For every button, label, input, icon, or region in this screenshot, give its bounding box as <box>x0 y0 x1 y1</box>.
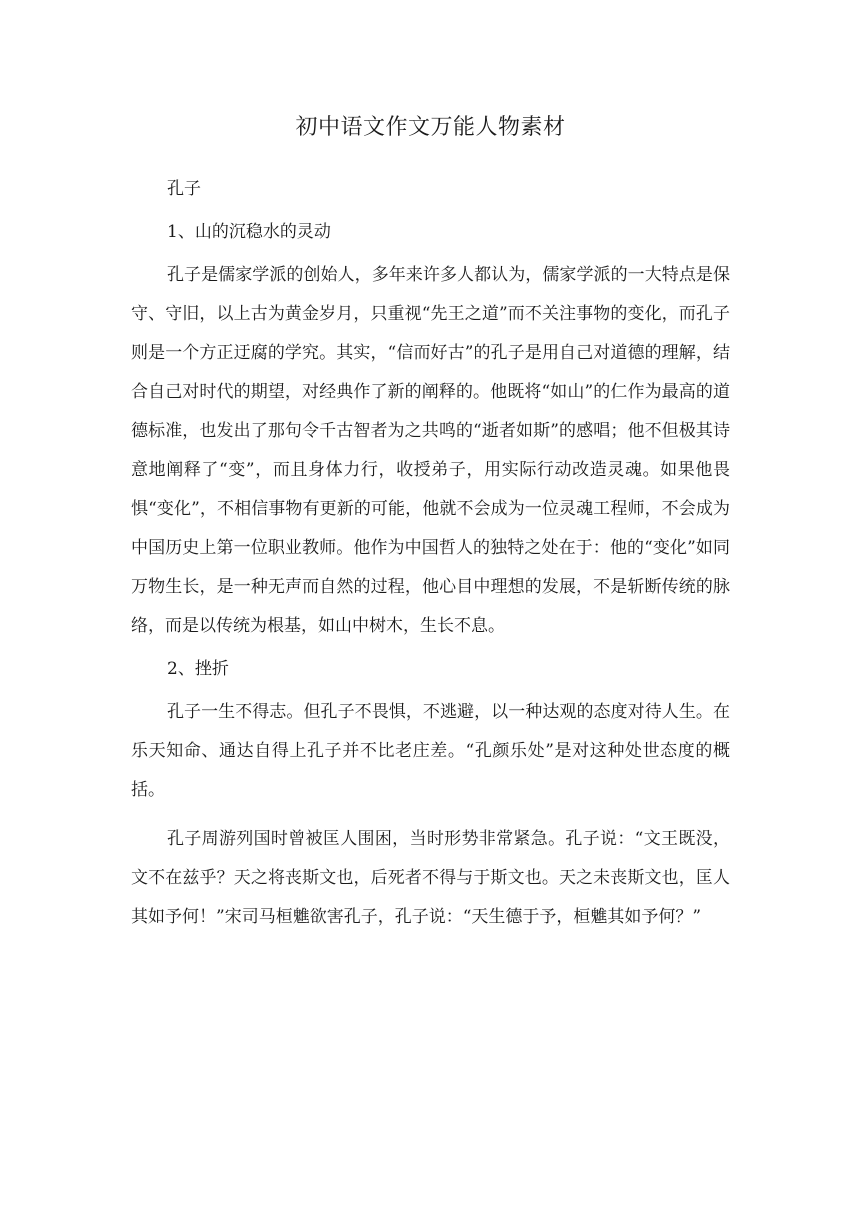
section-heading-2: 2、挫折 <box>167 659 229 679</box>
paragraph-1: 孔子是儒家学派的创始人，多年来许多人都认为，儒家学派的一大特点是保守、守旧，以上古为黄金岁月，只重视“先王之道”而不关注事物的变化，而孔子则是一个方正迂腐的学究。其实，“信而好古”的孔子是用自己对道德的理解，结合自己对时代的期望，对经典作了新的阐释的。他既将“如山”的仁作为最高的道德标准，也发出了那句令千古智者为之共鸣的“逝者如斯”的感唱；他不但极其诗意地阐释了“变”，而且身体力行，收授弟子，用实际行动改造灵魂。如果他畏惧“变化”，不相信事物有更新的可能，他就不会成为一位灵魂工程师，不会成为中国历史上第一位职业教师。他作为中国哲人的独特之处在于：他的“变化”如同万物生长，是一种无声而自然的过程，他心目中理想的发展，不是斩断传统的脉络，而是以传统为根基，如山中树木，生长不息。 <box>131 265 730 636</box>
section-heading-1: 1、山的沉稳水的灵动 <box>167 222 331 242</box>
paragraph-2: 孔子一生不得志。但孔子不畏惧，不逃避，以一种达观的态度对待人生。在乐天知命、通达自得上孔子并不比老庄差。“孔颜乐处”是对这种处世态度的概括。 <box>131 702 730 800</box>
document-title: 初中语文作文万能人物素材 <box>295 115 566 140</box>
section-person-name: 孔子 <box>167 179 201 199</box>
document-page <box>131 112 730 941</box>
paragraph-3: 孔子周游列国时曾被匡人围困，当时形势非常紧急。孔子说：“文王既没，文不在兹乎？天之将丧斯文也，后死者不得与于斯文也。天之未丧斯文也，匡人其如予何！”宋司马桓魋欲害孔子，孔子说：“天生德于予，桓魋其如予何？” <box>131 829 730 927</box>
